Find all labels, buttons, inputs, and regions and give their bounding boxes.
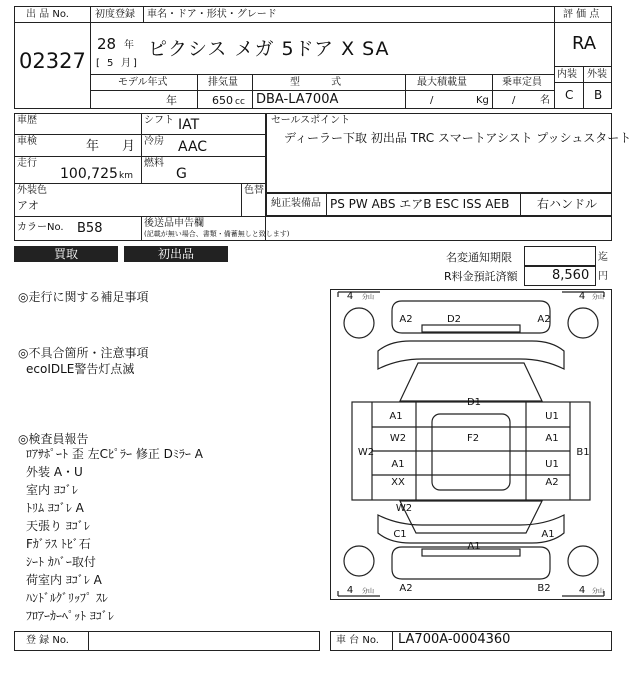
- aftermarket-label: 後送品申告欄: [144, 218, 204, 229]
- inspector-line: 荷室内 ﾖｺﾞﾚ A: [26, 573, 102, 587]
- reg-month-unit: 月: [121, 58, 131, 69]
- mark-f2-roof: F2: [466, 433, 480, 444]
- inspection-month-unit: 月: [122, 139, 136, 154]
- interior-label: 内装: [557, 69, 577, 80]
- equipment-list: PS PW ABS エアB ESC ISS AEB: [330, 197, 510, 211]
- purchase-badge: 買取: [14, 246, 118, 262]
- mark-xx-left: XX: [391, 477, 405, 488]
- exterior-color-label: 外装色: [17, 185, 47, 196]
- mark-c1-rear-left: C1: [393, 529, 407, 540]
- inspector-line: ｼｰﾄ ｶﾊﾞｰ取付: [26, 555, 96, 569]
- name-change-box: [524, 246, 596, 266]
- mark-a1-left-front: A1: [389, 411, 403, 422]
- reg-month-bracket-open: [: [96, 58, 100, 69]
- model-year-unit: 年: [166, 94, 177, 107]
- inspector-line: 天張り ﾖｺﾞﾚ: [26, 519, 90, 533]
- registration-no-label: 登 録 No.: [26, 635, 69, 646]
- capacity-label: 乗車定員: [502, 77, 542, 88]
- defect-line: ecoIDLE警告灯点滅: [26, 362, 135, 376]
- mark-u1-right-rear: U1: [545, 459, 559, 470]
- model-code: DBA-LA700A: [256, 92, 339, 107]
- defects-title: ◎不具合箇所・注意事項: [18, 346, 149, 360]
- lot-no-label: 出 品 No.: [26, 9, 69, 20]
- recycle-amount: 8,560: [552, 268, 590, 283]
- shift-value: IAT: [178, 117, 200, 133]
- tire-depth-unit: 分山: [361, 294, 375, 301]
- mark-a1-rear-right: A1: [541, 529, 555, 540]
- inspection-year-unit: 年: [86, 139, 100, 154]
- aftermarket-note: (記載が無い場合、書類・備蓄無しと致します): [144, 230, 290, 238]
- inspector-title: ◎検査員報告: [18, 432, 89, 446]
- inspector-line: ﾄﾘﾑ ﾖｺﾞﾚ A: [26, 501, 84, 515]
- mark-b2-rear-bumper: B2: [537, 583, 551, 594]
- displacement-unit: cc: [235, 97, 245, 107]
- reg-month: 5: [107, 58, 114, 69]
- sales-point-label: セールスポイント: [271, 115, 351, 126]
- mark-w2-rear-left: W2: [395, 503, 413, 514]
- tire-depth-rear-left: 4: [346, 585, 354, 596]
- tire-depth-unit: 分山: [361, 588, 375, 595]
- sales-point-text: ディーラー下取 初出品 TRC スマートアシスト プッシュスタート: [284, 131, 632, 145]
- tire-depth-unit: 分山: [591, 588, 605, 595]
- mark-a2-front-right: A2: [537, 314, 551, 325]
- mark-u1-right-front: U1: [545, 411, 559, 422]
- max-load-label: 最大積載量: [417, 77, 467, 88]
- tire-depth-unit: 分山: [591, 294, 605, 301]
- inspector-line: 外装 A・U: [26, 465, 83, 479]
- displacement-label: 排気量: [208, 77, 238, 88]
- mark-a2-rear-bumper: A2: [399, 583, 413, 594]
- mark-a1-right: A1: [545, 433, 559, 444]
- mark-a1-rear: A1: [467, 541, 481, 552]
- interior-score: C: [565, 88, 574, 102]
- chassis-no-label: 車 台 No.: [336, 635, 379, 646]
- name-change-unit: 迄: [598, 252, 608, 263]
- exterior-label: 外装: [587, 69, 607, 80]
- inspection-label: 車検: [17, 136, 37, 147]
- eval-score: RA: [572, 33, 597, 54]
- equipment-label: 純正装備品: [271, 198, 321, 209]
- tire-depth-rear-right: 4: [578, 585, 586, 596]
- fuel-value: G: [176, 166, 187, 182]
- color-no-label: カラーNo.: [17, 222, 64, 233]
- tire-depth-front-left: 4: [346, 291, 354, 302]
- ac-label: 冷房: [144, 136, 164, 147]
- shift-label: シフト: [144, 115, 174, 126]
- steering-side: 右ハンドル: [537, 197, 598, 211]
- lot-number: 02327: [19, 49, 86, 73]
- color-change-label: 色替: [244, 185, 264, 196]
- inspector-line: ﾊﾝﾄﾞﾙｸﾞﾘｯﾌﾟ ｽﾚ: [26, 591, 108, 605]
- displacement-value: 650: [212, 94, 233, 107]
- recycle-label: R料金預託済額: [444, 270, 518, 283]
- mark-w2-outer-left: W2: [357, 447, 375, 458]
- exterior-score: B: [594, 88, 603, 102]
- ac-value: AAC: [178, 139, 208, 155]
- fuel-label: 燃料: [144, 158, 164, 169]
- reg-month-bracket-close: ]: [133, 58, 137, 69]
- reg-year-unit: 年: [124, 40, 134, 51]
- car-diagram: [330, 289, 612, 600]
- driving-notes-title: ◎走行に関する補足事項: [18, 290, 149, 304]
- aftermarket-extra-frame: [266, 216, 612, 241]
- max-load-value: /: [430, 95, 434, 106]
- recycle-unit: 円: [598, 271, 608, 282]
- first-registration-label: 初度登録: [95, 9, 135, 20]
- inspector-line: 室内 ﾖｺﾞﾚ: [26, 483, 78, 497]
- mark-a1-left-rear: A1: [391, 459, 405, 470]
- mark-a2-front-left: A2: [399, 314, 413, 325]
- car-name-label: 車名・ドア・形状・グレード: [147, 9, 277, 20]
- name-change-label: 名変通知期限: [446, 251, 512, 264]
- inspector-line: Fｶﾞﾗｽ ﾄﾋﾞ石: [26, 537, 91, 551]
- mark-d1-windshield: D1: [466, 397, 482, 408]
- mark-w2-left: W2: [389, 433, 407, 444]
- eval-label: 評 価 点: [563, 9, 600, 20]
- color-no-value: B58: [77, 221, 103, 236]
- capacity-unit: 名: [540, 95, 550, 106]
- model-year-label: モデル年式: [118, 77, 168, 88]
- mark-b1-right: B1: [576, 447, 590, 458]
- mark-a2-right: A2: [545, 477, 559, 488]
- first-listing-badge: 初出品: [124, 246, 228, 262]
- inspector-line: ﾛｱｻﾎﾟｰﾄ 歪 左Cﾋﾟﾗｰ 修正 Dﾐﾗｰ A: [26, 447, 203, 461]
- max-load-unit: Kg: [476, 95, 489, 106]
- tire-depth-front-right: 4: [578, 291, 586, 302]
- mark-d2-front: D2: [446, 314, 462, 325]
- model-label: 型 式: [290, 77, 356, 88]
- mileage-value: 100,725: [60, 166, 118, 182]
- chassis-number: LA700A-0004360: [398, 632, 511, 647]
- capacity-value: /: [512, 95, 516, 106]
- mileage-label: 走行: [17, 158, 37, 169]
- exterior-color-value: アオ: [17, 199, 39, 212]
- history-label: 車歴: [17, 115, 37, 126]
- car-name: ピクシス メガ 5ドア X SA: [148, 38, 390, 60]
- mileage-unit: km: [119, 171, 133, 181]
- inspector-line: ﾌﾛｱｰｶｰﾍﾟｯﾄ ﾖｺﾞﾚ: [26, 609, 114, 623]
- reg-year: 28: [97, 35, 117, 53]
